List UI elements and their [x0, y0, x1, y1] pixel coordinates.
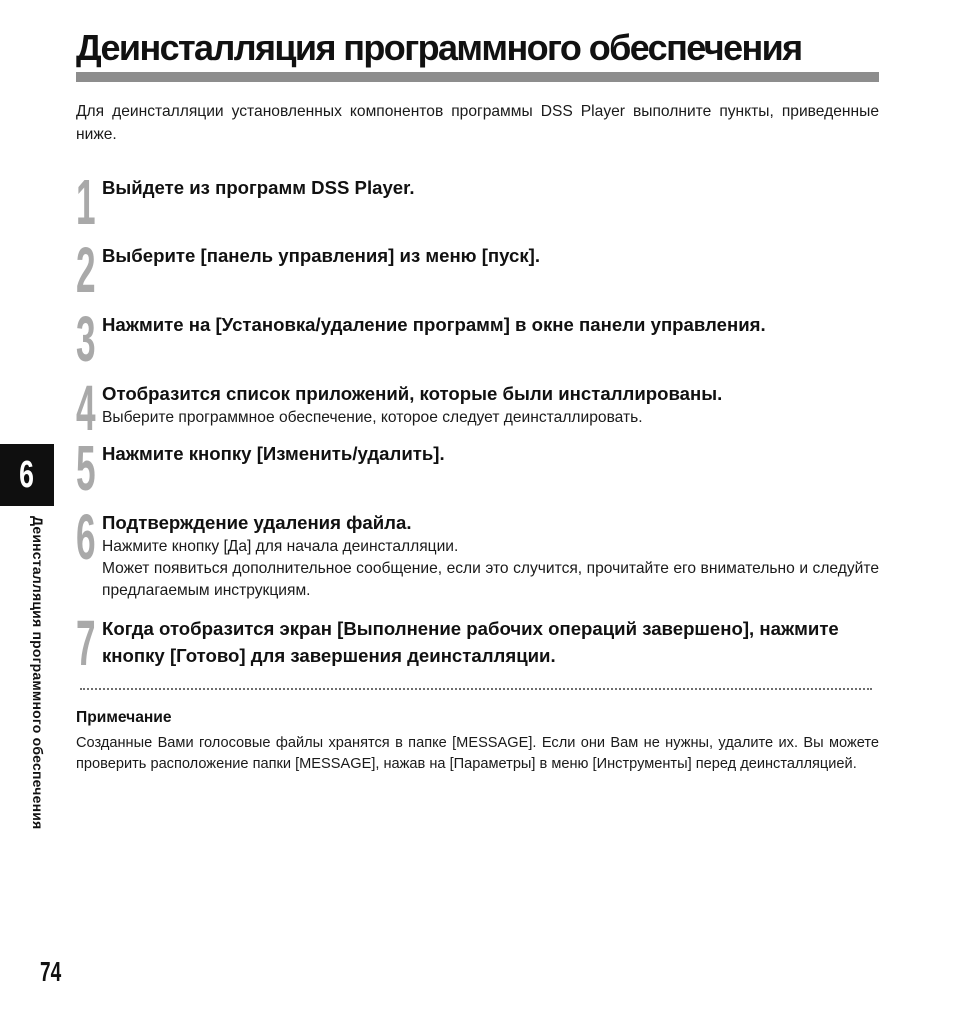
step-body	[102, 311, 879, 338]
step-heading: Нажмите кнопку [Изменить/удалить].	[102, 443, 445, 464]
chapter-number: 6	[19, 454, 35, 496]
step-body	[102, 242, 879, 269]
step-body	[102, 380, 879, 429]
note-title: Примечание	[76, 709, 172, 726]
step-number: 4	[76, 372, 96, 444]
note-text: Созданные Вами голосовые файлы хранятся в папке [MESSAGE]. Если они Вам не нужны, удалите их. Вы можете проверить расположение папки [MESSAGE], нажав на [Параметры] в меню [Инструменты] перед деинсталляцией.	[76, 735, 879, 772]
title-underline	[76, 72, 879, 82]
step-description: Выберите программное обеспечение, которое следует деинсталлировать.	[102, 409, 643, 426]
step-heading: Выберите [панель управления] из меню [пуск].	[102, 245, 541, 266]
step-number: 3	[76, 303, 96, 375]
dotted-divider	[80, 688, 872, 690]
step-number: 2	[76, 234, 96, 306]
step-body	[102, 509, 879, 602]
step-heading: Отобразится список приложений, которые были инсталлированы.	[102, 383, 723, 404]
step-description: Нажмите кнопку [Да] для начала деинсталляции.	[102, 538, 459, 555]
page-title: Деинсталляция программного обеспечения	[76, 27, 802, 68]
step-body	[102, 615, 879, 669]
step-heading: Когда отобразится экран [Выполнение рабочих операций завершено], нажмите кнопку [Готово] для завершения деинсталляции.	[102, 618, 839, 666]
step-number: 5	[76, 432, 96, 504]
step-description-extra: Может появиться дополнительное сообщение, если это случится, прочитайте его внимательно и следуйте предлагаемым инструкциям.	[102, 560, 879, 599]
step-heading: Нажмите на [Установка/удаление программ] в окне панели управления.	[102, 314, 766, 335]
chapter-side-label: Деинсталляция программного обеспечения	[30, 516, 46, 830]
page-number: 74	[40, 956, 62, 987]
step-number: 6	[76, 501, 96, 573]
step-number: 7	[76, 607, 96, 679]
step-heading: Выйдете из программ DSS Player.	[102, 177, 415, 198]
step-heading: Подтверждение удаления файла.	[102, 512, 412, 533]
intro-paragraph: Для деинсталляции установленных компонентов программы DSS Player выполните пункты, приведенные ниже.	[76, 103, 879, 143]
step-body	[102, 440, 879, 467]
step-number: 1	[76, 166, 96, 238]
chapter-tab	[0, 444, 54, 506]
step-body	[102, 174, 879, 201]
